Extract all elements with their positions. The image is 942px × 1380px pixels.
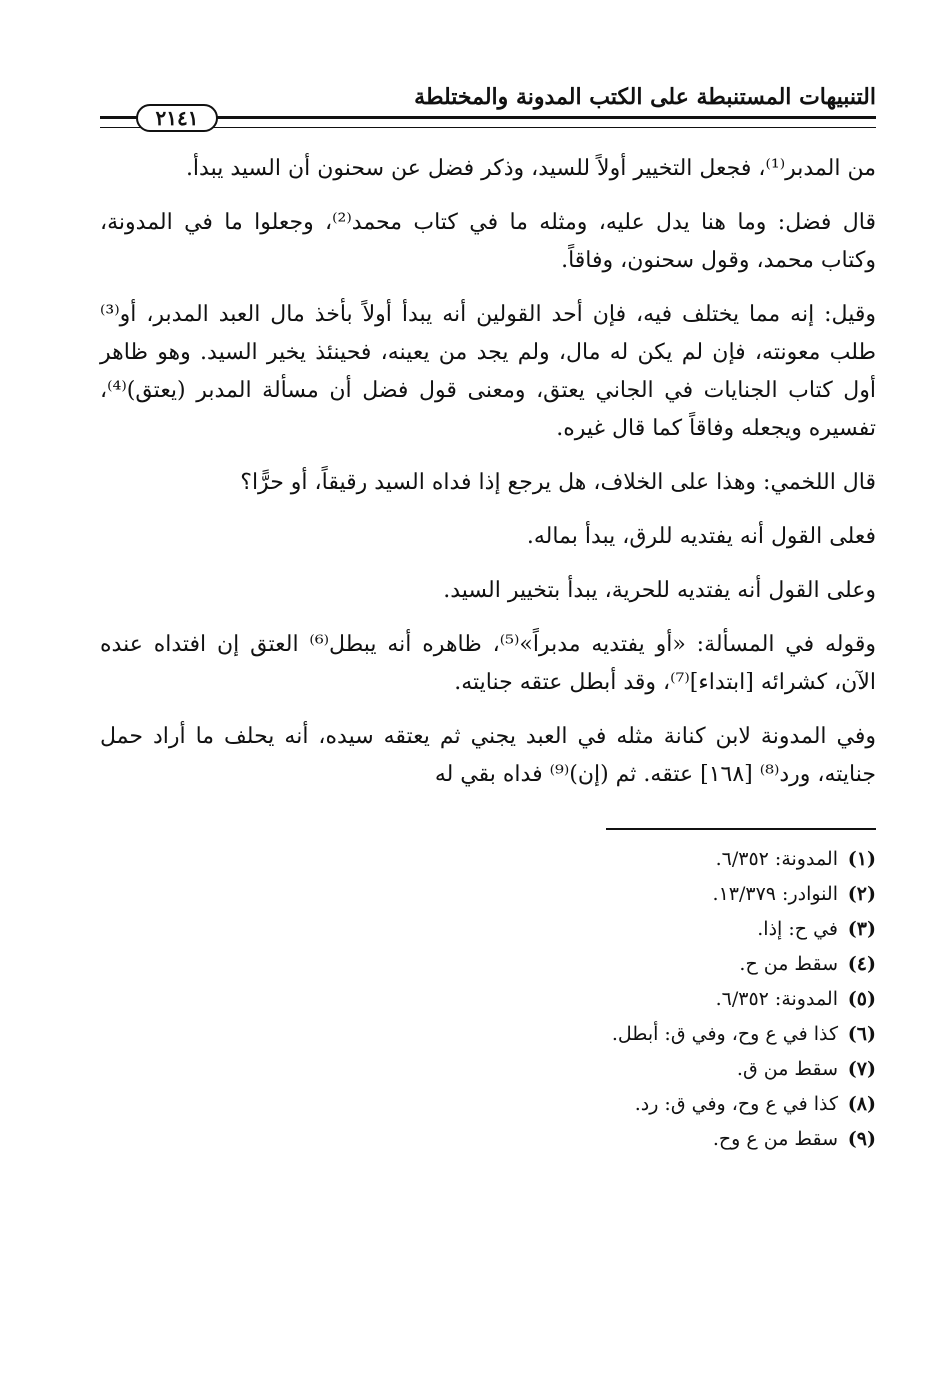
footnote bbox=[100, 1017, 876, 1052]
header-title: التنبيهات المستنبطة على الكتب المدونة والمختلطة bbox=[414, 84, 876, 110]
footnote-number: (٥) bbox=[847, 988, 876, 1010]
footnote-number: (٨) bbox=[847, 1093, 876, 1115]
footnote-number: (٩) bbox=[847, 1128, 876, 1150]
footnote bbox=[100, 842, 876, 877]
footnote bbox=[100, 982, 876, 1017]
running-header bbox=[100, 80, 876, 130]
footnote-number: (٢) bbox=[847, 883, 876, 905]
footnote bbox=[100, 912, 876, 947]
paragraph: وقيل: إنه مما يختلف فيه، فإن أحد القولين أنه يبدأ أولاً بأخذ مال العبد المدبر، أو⁽³⁾ طلب معونته، فإن لم يكن له مال، ولم يجد من يعينه، فحينئذ يخير السيد. وهو ظاهر أول كتاب الجنايات في الجاني يعتق، ومعنى قول فضل أن مسألة المدبر (يعتق)⁽⁴⁾، تفسيره ويجعله وفاقاً كما قال غيره. bbox=[100, 302, 876, 441]
footnote-number: (٧) bbox=[847, 1058, 876, 1080]
paragraph: وعلى القول أنه يفتديه للحرية، يبدأ بتخيير السيد. bbox=[443, 578, 876, 603]
paragraph: قال اللخمي: وهذا على الخلاف، هل يرجع إذا فداه السيد رقيقاً، أو حرًّا؟ bbox=[240, 470, 876, 495]
paragraph: قال فضل: وما هنا يدل عليه، ومثله ما في كتاب محمد⁽²⁾، وجعلوا ما في المدونة، وكتاب محمد، وقول سحنون، وفاقاً. bbox=[100, 210, 876, 273]
paragraph: وقوله في المسألة: «أو يفتديه مدبراً»⁽⁵⁾، ظاهره أنه يبطل⁽⁶⁾ العتق إن افتداه عنده الآن، كشرائه [ابتداء]⁽⁷⁾، وقد أبطل عتقه جنايته. bbox=[100, 632, 877, 695]
footnote-text: سقط من ق. bbox=[736, 1058, 838, 1080]
footnote bbox=[100, 1087, 876, 1122]
footnotes-list bbox=[100, 842, 876, 1157]
footnote-number: (٤) bbox=[847, 953, 876, 975]
footnote-text: كذا في ع وح، وفي ق: أبطل. bbox=[611, 1023, 838, 1045]
footnote-text: سقط من ع وح. bbox=[712, 1128, 838, 1150]
footnote bbox=[100, 947, 876, 982]
footnote bbox=[100, 877, 876, 912]
footnote bbox=[100, 1052, 876, 1087]
footnote-text: سقط من ح. bbox=[739, 953, 838, 975]
footnote-number: (١) bbox=[847, 848, 876, 870]
footnote-text: في ح: إذا. bbox=[757, 918, 838, 940]
footnote-text: النوادر: ١٣/٣٧٩. bbox=[712, 883, 838, 905]
paragraph: وفي المدونة لابن كنانة مثله في العبد يجني ثم يعتقه سيده، أنه يحلف ما أراد حمل جنايته، ورد⁽⁸⁾ [١٦٨] عتقه. ثم (إن)⁽⁹⁾ فداه بقي له bbox=[100, 724, 876, 787]
paragraph: من المدبر⁽¹⁾، فجعل التخيير أولاً للسيد، وذكر فضل عن سحنون أن السيد يبدأ. bbox=[185, 156, 876, 181]
book-page bbox=[100, 80, 876, 1300]
footnote-text: المدونة: ٦/٣٥٢. bbox=[715, 988, 838, 1010]
footnote bbox=[100, 1122, 876, 1157]
footnote-number: (٦) bbox=[847, 1023, 876, 1045]
footnote-text: كذا في ع وح، وفي ق: رد. bbox=[634, 1093, 838, 1115]
body-text bbox=[100, 150, 876, 794]
paragraph: فعلى القول أنه يفتديه للرق، يبدأ بماله. bbox=[526, 524, 876, 549]
footnote-text: المدونة: ٦/٣٥٢. bbox=[715, 848, 838, 870]
footnote-number: (٣) bbox=[847, 918, 876, 940]
footnote-separator bbox=[606, 828, 876, 830]
page-number: ٢١٤١ bbox=[136, 104, 218, 132]
